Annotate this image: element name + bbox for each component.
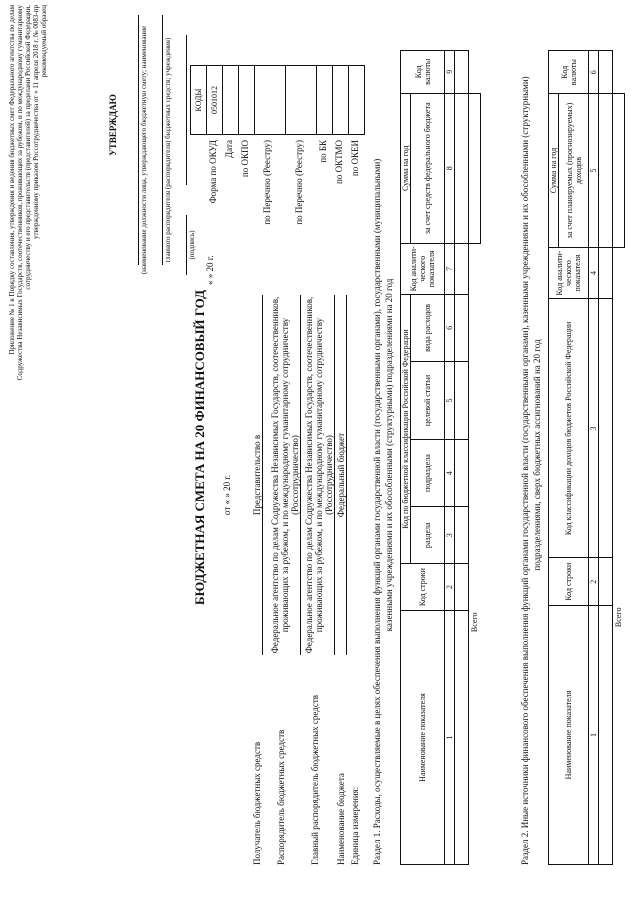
date-line: от « » 20 г. — [222, 474, 232, 515]
field-label-recipient: Получатель бюджетных средств — [252, 741, 262, 865]
field-value-manager: Федеральное агентство по делам Содружества Независимых Государств, соотечественников, проживающих за рубежом, и по международному гуманитарному сотрудничеству (Россотрудничество) — [270, 296, 300, 654]
section2-title: Раздел 2. Иные источники финансового обеспечения выполнения функций органами государственной власти (государственными органами), казенными учреждениями и их обособленными (структурными) — [520, 76, 530, 865]
approve-caption-1: (наименование должности лица, утверждающего бюджетную смету; наименование — [140, 25, 148, 275]
header-note: Приложение № 1 к Порядку составления, утверждения и ведения бюджетных смет Федерального агентства по делам Содружества Независимых Государств, соотечественников, проживающих за рубежом, и по международному гуманитарному сотрудничеству и его представительств (представителей) за пределами Российской Федерации, утвержденному приказом Россотрудничества от « 11 апреля 2018 г. № 0083-пр рекомендуемый образец — [8, 5, 48, 381]
section2-table: Наименование показателя Код строки Код классификации доходов бюджетов Российской Федерации Код аналити-ческого показателя Сумма на год Код валюты за счет планируемых (прогнозируемых) доходов 1 2 3 4 5 6 Всего — [548, 50, 625, 865]
approve-caption-2: главного распорядителя (распорядителя) бюджетных средств; учреждения) — [164, 37, 172, 263]
codes-header: КОДЫ — [191, 66, 207, 135]
field-label-unit: Единица измерения: — [350, 786, 360, 865]
field-label-chief-manager: Главный распорядитель бюджетных средств — [310, 695, 320, 865]
section1-total-row: Всего — [469, 51, 481, 865]
table-row — [455, 51, 469, 865]
approve-title: УТВЕРЖДАЮ — [108, 94, 118, 156]
page-title: БЮДЖЕТНАЯ СМЕТА НА 20 ФИНАНСОВЫЙ ГОД — [192, 289, 207, 605]
table-row — [599, 51, 613, 865]
field-label-budget: Наименование бюджета — [336, 773, 346, 865]
approve-date: « » 20 г. — [205, 255, 215, 285]
section2-total-row: Всего — [613, 51, 625, 865]
field-value-recipient: Представительство в — [252, 295, 263, 655]
document-page: Приложение № 1 к Порядку составления, утверждения и ведения бюджетных смет Федерального агентства по делам Содружества Независимых Государств, соотечественников, проживающих за рубежом, и по международному гуманитарному сотрудничеству и его представительств (представителей) за пределами Российской Федерации, утвержденному приказом Россотрудничества от « 11 апреля 2018 г. № 0083-пр рекомендуемый образец УТВЕРЖДАЮ (наименование должности лица, утверждающего бюджетную смету; наименование главного распорядителя (распорядителя) бюджетных средств; учреждения) (подпись) « » 20 г. БЮДЖЕТНАЯ СМЕТА НА 20 ФИНАНСОВЫЙ ГОД от « » 20 г. КОДЫ 0501012 Форма по ОКУД Дата по ОКПО по Перечню (Реестру) по Перечню (Реестру) по БК по ОКТМО по ОКЕИ Получатель бюджетных средств Представительство в Распорядитель бюджетных средств Федеральное агентство по делам Содружества Независимых Государств, соотечественников, проживающих за рубежом, и по международному гуманитарному сотрудничеству (Россотрудничество) Главный распорядитель бюджетных средств Федеральное агентство по делам Содружества Независимых Государств, соотечественников, проживающих за рубежом, и по международному гуманитарному сотрудничеству (Россотрудничество) Наименование бюджета Федеральный бюджет Единица измерения: Раздел 1. Расходы, осуществляемые в целях обеспечения выполнения функций органами государственной власти (государственными органами), государственными (муниципальными) казенными учреждениями и их обособленными (структурными) подразделениями на 20 год Наименование показателя Код строки Код по бюджетной классификации Российской Федерации Код аналити-ческого показателя Сумма на год Код валюты раздела подраздела целевой статьи вида расходов за счет средств федерального бюджета 1 2 3 4 5 6 7 8 9 Всего Раздел 2. Иные источники финансового обеспечения выполнения функций органами государственной власти (государственными органами), казенными учреждениями и их обособленными (структурными) подразделениями, сверх бюджетных ассигнований на 20 год Наименование показателя Код строки Код классификации доходов бюджетов Российской Федерации Код аналити-ческого показателя Сумма на год Код валюты за счет планируемых (прогнозируемых) доходов 1 2 3 4 5 6 Всего — [8, 5, 624, 865]
section1-title: Раздел 1. Расходы, осуществляемые в целях обеспечения выполнения функций органами государственной власти (государственными органами), государственными (муниципальными) — [372, 158, 382, 865]
field-value-chief-manager: Федеральное агентство по делам Содружества Независимых Государств, соотечественников, проживающих за рубежом, и по международному гуманитарному сотрудничеству (Россотрудничество) — [304, 296, 334, 654]
sign-caption: (подпись) — [188, 230, 196, 260]
field-label-manager: Распорядитель бюджетных средств — [276, 729, 286, 865]
section1-table: Наименование показателя Код строки Код по бюджетной классификации Российской Федерации Код аналити-ческого показателя Сумма на год Код валюты раздела подраздела целевой статьи вида расходов за счет средств федерального бюджета 1 2 3 4 5 6 7 8 9 Всего — [400, 50, 481, 865]
codes-table: КОДЫ 0501012 — [190, 65, 365, 135]
field-value-budget: Федеральный бюджет — [336, 295, 347, 655]
